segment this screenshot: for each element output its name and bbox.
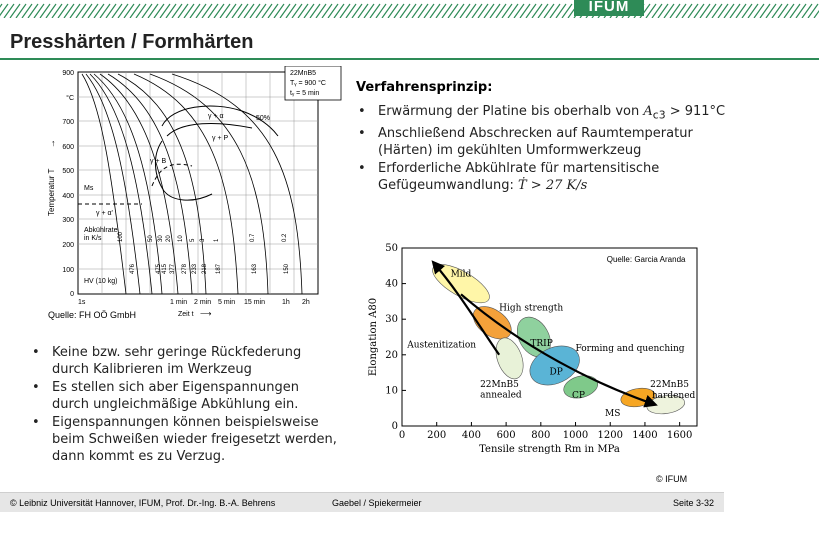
y-tick: 200 [62,242,74,249]
hatch-line [496,4,506,18]
annotation-austenitization: Austenitization [407,340,477,351]
hatch-line [538,4,548,18]
region-label-22mnb5-hardened-2: hardened [651,391,696,402]
cooling-rate-value: 3 [200,238,206,242]
chart-y-label: Elongation A80 [368,297,379,377]
hatch-line [412,4,422,18]
x-tick: 1 min [170,299,188,306]
chart-source: Quelle: Garcia Aranda [606,255,686,265]
ac3-subscript: c3 [652,108,666,122]
region-label-22mnb5-annealed-1: 22MnB5 [480,379,519,390]
y-tick-label: 50 [385,243,398,254]
x-tick: 1s [78,299,86,306]
ac3-symbol: A [643,104,653,119]
header-pattern [0,0,819,22]
hatch-line [70,4,80,18]
hardness-value: 278 [182,263,188,274]
hardness-values [130,263,290,274]
region-label-mild: Mild [450,269,472,280]
header-pattern-band [0,0,819,22]
region-label-cp: CP [572,391,586,402]
hatch-line [514,4,524,18]
phase-label-gamma-b: γ + B [150,158,167,165]
hatch-line [784,4,794,18]
hatch-line [748,4,758,18]
hatch-line [100,4,110,18]
ifum-logo: IFUM [574,0,644,16]
hatch-line [706,4,716,18]
hatch-line [268,4,278,18]
hatch-line [712,4,722,18]
hatch-line [442,4,452,18]
hatch-line [226,4,236,18]
zta-diagram [42,66,342,322]
principle-item-3-text: Erforderliche Abkühlrate für martensitische Gefügeumwandlung: [378,160,660,193]
phase-label-gamma-martensite: γ + α' [96,210,113,217]
hatch-line [46,4,56,18]
hatch-line [688,4,698,18]
zta-x-label: Zeit t [178,311,194,318]
x-tick-label: 1600 [666,430,693,441]
hatch-line [154,4,164,18]
hatch-line [178,4,188,18]
x-tick-label: 0 [398,430,406,441]
hatch-line [10,4,20,18]
hatch-line [280,4,290,18]
hatch-line [484,4,494,18]
hatch-line [544,4,554,18]
y-tick: 300 [62,217,74,224]
hatch-line [106,4,116,18]
hatch-line [364,4,374,18]
principle-list [356,103,751,194]
hatch-line [682,4,692,18]
cooling-rate-label-1: Abkühlrate [84,227,118,234]
remark-item-1: • Keine bzw. sehr geringe Rückfederung durch Kalibrieren im Werkzeug [28,344,338,378]
hatch-line [796,4,806,18]
page-title: Presshärten / Formhärten [10,31,254,53]
remark-item-3: • Eigenspannungen können beispielsweise beim Schweißen wieder freigesetzt werden, dann kommt es zu Verzug. [28,414,338,465]
hatch-line [406,4,416,18]
hatch-line [184,4,194,18]
hatch-line [472,4,482,18]
hatch-line [526,4,536,18]
hatch-line [322,4,332,18]
region-label-22mnb5-hardened-1: 22MnB5 [650,379,689,390]
y-tick: 100 [62,267,74,274]
hatch-line [94,4,104,18]
legend-line-3: tᵧ = 5 min [290,90,320,97]
principle-heading: Verfahrensprinzip: [356,80,493,95]
elongation-strength-chart-svg [362,240,707,475]
hatch-line [382,4,392,18]
hatch-line [454,4,464,18]
remarks-list [28,344,338,465]
zta-diagram-svg [42,66,342,322]
hatch-line [664,4,674,18]
hatch-line [400,4,410,18]
principle-item-1-text: Erwärmung der Platine bis oberhalb von [378,104,644,119]
annotation-forming-quenching: Forming and quenching [575,344,685,355]
hatch-line [358,4,368,18]
hatch-line [694,4,704,18]
hatch-line [352,4,362,18]
legend-line-1: 22MnB5 [290,70,317,77]
hatch-line [142,4,152,18]
hatch-line [0,4,2,18]
cooling-rate-value: 20 [166,235,172,242]
hatch-line [436,4,446,18]
hatch-line [4,4,14,18]
x-tick-label: 600 [496,430,516,441]
y-tick-label: 20 [385,349,398,361]
hatch-line [34,4,44,18]
hatch-line [430,4,440,18]
hatch-line [286,4,296,18]
hatch-line [196,4,206,18]
hatch-line [424,4,434,18]
hatch-line [58,4,68,18]
hatch-line [778,4,788,18]
hardness-value: 187 [216,263,222,274]
hatch-line [460,4,470,18]
hatch-line [16,4,26,18]
principle-item-1 [356,103,751,124]
ac3-value: > 911°C [665,104,726,119]
hatch-line [40,4,50,18]
region-label-trip: TRIP [530,338,553,349]
hatch-line [736,4,746,18]
hatch-line [136,4,146,18]
legend-line-2: Tᵧ = 900 °C [290,80,326,87]
hatch-line [760,4,770,18]
hv-label: HV (10 kg) [84,278,118,285]
hatch-line [292,4,302,18]
x-tick-label: 1200 [597,430,623,441]
region-label-ms: MS [605,409,621,420]
hatch-line [88,4,98,18]
hatch-line [790,4,800,18]
cooling-rate-value: 1 [214,238,220,242]
hatch-line [304,4,314,18]
process-principle [356,80,751,195]
hatch-line [724,4,734,18]
hatch-line [718,4,728,18]
hatch-line [754,4,764,18]
region-label-22mnb5-annealed-2: annealed [480,390,522,401]
footer-middle: Gaebel / Spiekermeier [332,498,422,508]
x-tick: 1h [282,299,290,306]
hardness-value: 377 [170,263,176,274]
hardness-value: 415 [162,263,168,274]
x-tick: 5 min [218,299,236,306]
cooling-rate-formula: Ṫ > 27 K/s [518,177,588,193]
hardness-value: 475 [156,263,162,274]
hatch-line [22,4,32,18]
remark-item-2: • Es stellen sich aber Eigenspannungen durch ungleichmäßige Abkühlung ein. [28,379,338,413]
cooling-rate-value: 100 [118,231,124,242]
hatch-line [418,4,428,18]
label-50-percent: 50% [256,115,271,122]
x-tick: 15 min [244,299,266,306]
hatch-line [550,4,560,18]
hatch-line [82,4,92,18]
region-label-dp: DP [549,367,563,378]
hardness-value: 150 [284,263,290,274]
zta-grid [78,72,318,294]
ifum-copyright: © IFUM [656,474,688,484]
hatch-line [676,4,686,18]
y-tick: 400 [62,193,74,200]
hatch-line [370,4,380,18]
y-tick: °C [66,95,74,102]
x-tick-label: 400 [461,430,481,441]
hatch-line [394,4,404,18]
chart-x-label: Tensile strength Rm in MPa [479,444,620,455]
hatch-line [28,4,38,18]
footer-left: © Leibniz Universität Hannover, IFUM, Prof. Dr.-Ing. B.-A. Behrens [10,498,276,508]
hatch-line [334,4,344,18]
hatch-line [490,4,500,18]
hatch-line [652,4,662,18]
hatch-line [112,4,122,18]
x-tick: 2 min [194,299,212,306]
phase-label-ms: Ms [84,185,94,192]
y-tick: 600 [62,144,74,151]
y-tick: 700 [62,119,74,126]
y-tick: 900 [62,70,74,77]
x-tick-label: 800 [531,430,551,441]
hatch-line [388,4,398,18]
hatch-line [148,4,158,18]
y-tick-label: 40 [385,278,398,290]
hatch-line [646,4,656,18]
cooling-rate-value: 0.7 [250,233,256,242]
hatch-line [466,4,476,18]
region-mild [427,257,495,310]
hardness-value: 163 [252,263,258,274]
hatch-line [340,4,350,18]
hatch-line [274,4,284,18]
zta-x-ticks [78,299,310,306]
cooling-rate-value: 0.2 [282,233,288,242]
chart-x-ticks [399,422,693,441]
hatch-line [448,4,458,18]
hatch-line [130,4,140,18]
chart-y-ticks [385,243,406,432]
hatch-line [376,4,386,18]
hatch-line [256,4,266,18]
hatch-line [232,4,242,18]
hardness-value: 233 [192,263,198,274]
zta-y-label: Temperatur T [47,168,56,216]
principle-item-3 [356,160,751,194]
hatch-line [64,4,74,18]
hatch-line [244,4,254,18]
hatch-line [52,4,62,18]
hatch-line [316,4,326,18]
phase-label-gamma-p: γ + P [212,135,229,142]
hatch-line [214,4,224,18]
hatch-line [658,4,668,18]
y-tick: 500 [62,168,74,175]
elongation-strength-chart [362,240,707,475]
footer-right: Seite 3-32 [672,498,714,508]
hatch-line [172,4,182,18]
hatch-line [298,4,308,18]
hatch-line [202,4,212,18]
hatch-line [118,4,128,18]
y-tick: 0 [70,291,74,298]
y-tick-label: 30 [385,314,398,326]
hatch-line [76,4,86,18]
principle-item-2: • Anschließend Abschrecken auf Raumtemperatur (Härten) im gekühlten Umformwerkzeug [356,125,751,159]
zta-source: Quelle: FH OÖ GmbH [48,310,137,320]
hatch-line [520,4,530,18]
x-tick-label: 200 [427,430,447,441]
hatch-line [556,4,566,18]
hatch-line [124,4,134,18]
x-tick: 2h [302,299,310,306]
cooling-rate-value: 10 [178,235,184,242]
zta-y-ticks [62,70,74,298]
hatch-line [772,4,782,18]
chart-regions [427,257,686,416]
cooling-rate-label-2: in K/s [84,235,102,242]
remarks [28,344,338,466]
hatch-line [262,4,272,18]
hatch-line [346,4,356,18]
x-tick-label: 1000 [562,430,589,441]
hatch-line [766,4,776,18]
phase-label-gamma-alpha: γ + α [208,113,224,120]
cooling-rate-values [118,231,288,242]
hatch-line [250,4,260,18]
hatch-line [328,4,338,18]
hatch-line [802,4,812,18]
hatch-line [508,4,518,18]
region-label-high-strength: High strength [499,303,564,314]
hatch-line [502,4,512,18]
hatch-line [160,4,170,18]
x-arrow-icon: ⟶ [200,309,212,318]
hatch-line [670,4,680,18]
hatch-line [532,4,542,18]
hatch-line [478,4,488,18]
cooling-rate-value: 30 [158,235,164,242]
hatch-line [730,4,740,18]
y-arrow-icon: ↑ [51,138,56,148]
hatch-line [166,4,176,18]
cooling-rate-value: 5 [190,238,196,242]
hardness-value: 218 [202,263,208,274]
hatch-line [220,4,230,18]
hatch-line [208,4,218,18]
hatch-line [742,4,752,18]
hardness-value: 476 [130,263,136,274]
hatch-line [238,4,248,18]
hatch-line [700,4,710,18]
hatch-line [562,4,572,18]
footer [0,492,724,512]
x-tick-label: 1400 [632,430,658,441]
hatch-line [190,4,200,18]
y-tick-label: 0 [391,421,398,432]
title-bar [0,22,819,60]
cooling-curves [82,74,302,294]
y-tick-label: 10 [385,385,398,397]
cooling-rate-value: 50 [148,235,154,242]
hatch-line [808,4,818,18]
hatch-line [310,4,320,18]
